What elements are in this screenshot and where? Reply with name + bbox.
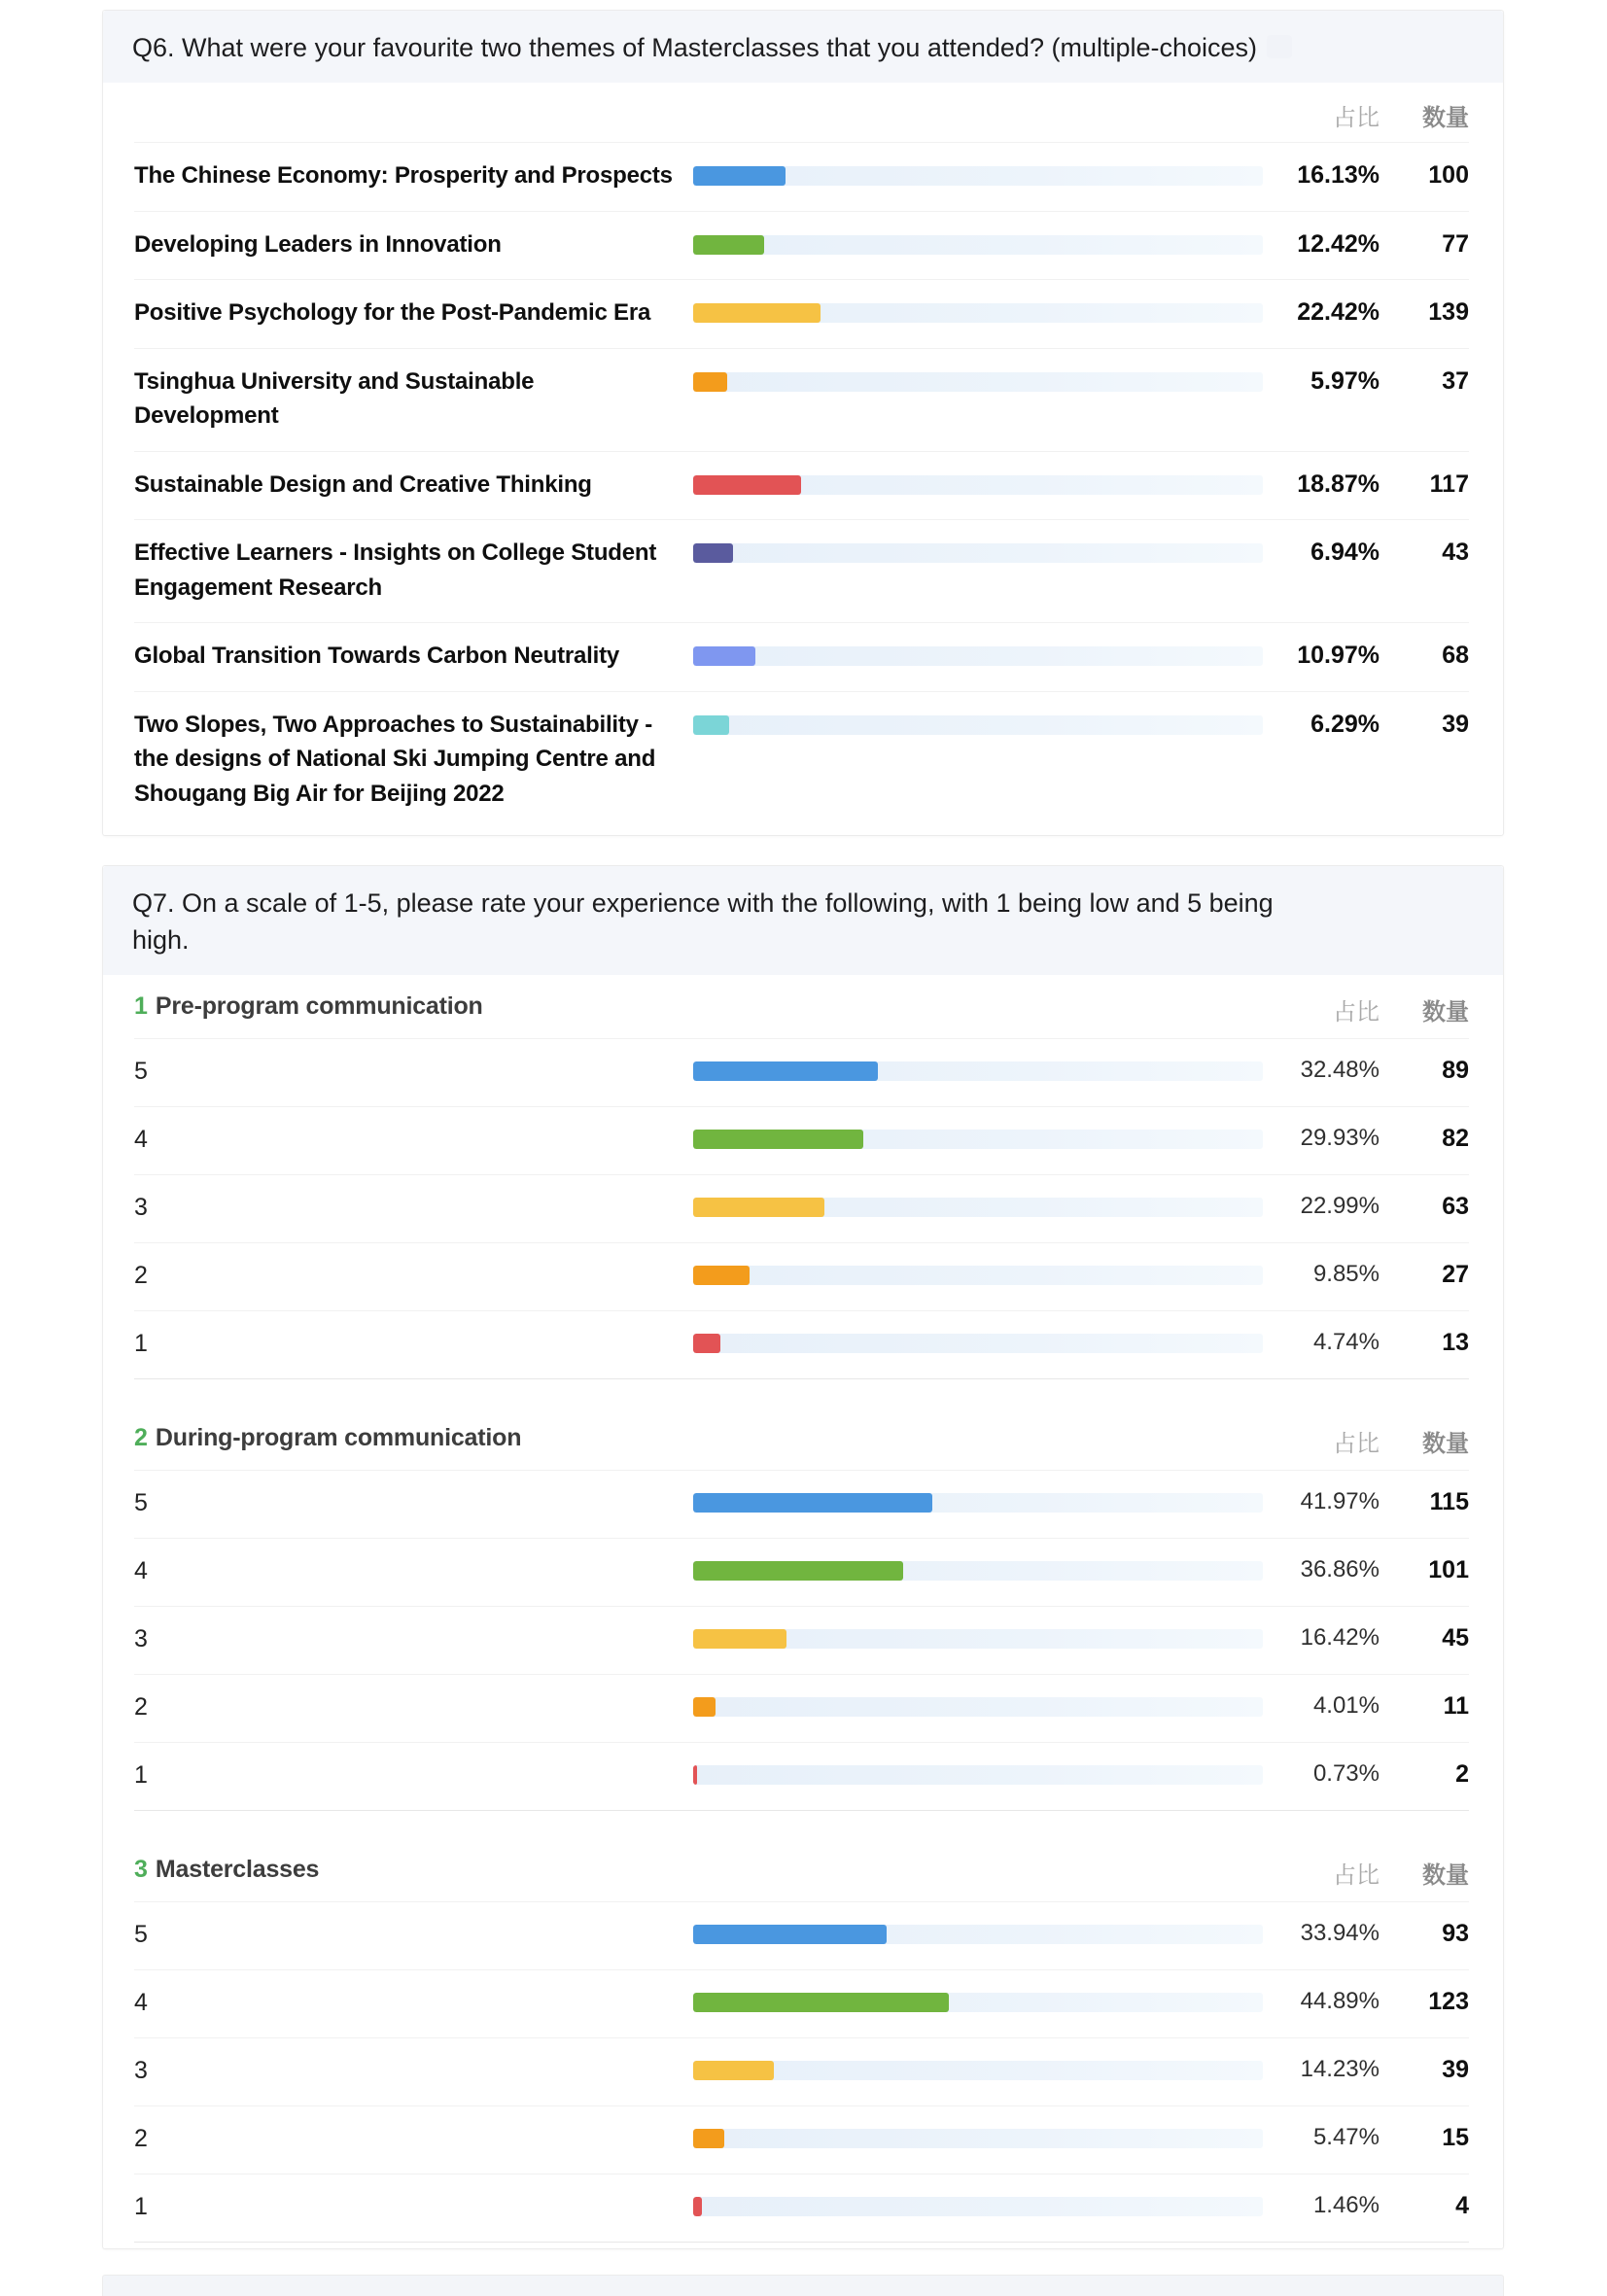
count-column-header: 数量 bbox=[1422, 105, 1469, 132]
count-value: 13 bbox=[1442, 1329, 1469, 1357]
section-number: 3 bbox=[134, 1856, 148, 1884]
count-value: 2 bbox=[1455, 1760, 1469, 1789]
bar-fill bbox=[693, 1629, 786, 1649]
bar-fill bbox=[693, 1198, 824, 1217]
answer-label: 1 bbox=[134, 2193, 148, 2221]
bar-track bbox=[693, 1925, 1263, 1944]
bar-fill bbox=[693, 1993, 949, 2012]
pct-column-header: 占比 bbox=[1333, 999, 1380, 1026]
bar-track bbox=[693, 646, 1263, 666]
bar-track bbox=[693, 1266, 1263, 1285]
bar-track bbox=[693, 475, 1263, 495]
count-value: 93 bbox=[1442, 1920, 1469, 1948]
count-value: 117 bbox=[1429, 470, 1469, 498]
percentage-value: 36.86% bbox=[1300, 1556, 1380, 1583]
answer-label: 3 bbox=[134, 1194, 148, 1222]
answer-row bbox=[134, 691, 1469, 829]
answer-label: The Chinese Economy: Prosperity and Prospects bbox=[134, 162, 673, 190]
percentage-value: 18.87% bbox=[1297, 470, 1380, 498]
bar-fill bbox=[693, 303, 821, 323]
q6-card bbox=[102, 10, 1504, 836]
bar-track bbox=[693, 303, 1263, 323]
bar-fill bbox=[693, 1334, 720, 1353]
rating-section bbox=[134, 1407, 1469, 1811]
count-value: 27 bbox=[1442, 1261, 1469, 1289]
count-value: 4 bbox=[1455, 2192, 1469, 2220]
count-value: 100 bbox=[1428, 161, 1469, 190]
answer-row bbox=[134, 1902, 1469, 1969]
bar-fill bbox=[693, 1765, 697, 1785]
answer-label: 5 bbox=[134, 1058, 148, 1086]
bar-track bbox=[693, 235, 1263, 255]
q7-header bbox=[103, 866, 1503, 976]
bar-track bbox=[693, 1697, 1263, 1717]
answer-label: 4 bbox=[134, 1126, 148, 1154]
answer-label: Effective Learners - Insights on College Student Engagement Research bbox=[134, 539, 657, 601]
percentage-value: 22.99% bbox=[1300, 1193, 1380, 1220]
q6-rows bbox=[134, 143, 1469, 828]
bar-track bbox=[693, 2129, 1263, 2148]
pct-column-header: 占比 bbox=[1333, 1431, 1380, 1458]
answer-label: 4 bbox=[134, 1989, 148, 2017]
bar-track bbox=[693, 1061, 1263, 1081]
section-header bbox=[134, 1407, 1469, 1471]
answer-row bbox=[134, 1742, 1469, 1810]
bar-fill bbox=[693, 2061, 774, 2080]
answer-row bbox=[134, 1674, 1469, 1742]
answer-row bbox=[134, 1310, 1469, 1378]
count-value: 11 bbox=[1443, 1692, 1469, 1721]
count-value: 15 bbox=[1442, 2124, 1469, 2152]
answer-label: 1 bbox=[134, 1761, 148, 1790]
bar-fill bbox=[693, 1493, 932, 1513]
count-column-header: 数量 bbox=[1422, 1431, 1469, 1458]
bar-fill bbox=[693, 372, 727, 392]
percentage-value: 33.94% bbox=[1300, 1920, 1380, 1947]
answer-row bbox=[134, 451, 1469, 520]
count-value: 115 bbox=[1429, 1488, 1469, 1516]
section-title bbox=[134, 1856, 1263, 1884]
bar-track bbox=[693, 166, 1263, 186]
bar-fill bbox=[693, 1561, 903, 1581]
answer-row bbox=[134, 143, 1469, 211]
bar-fill bbox=[693, 715, 729, 735]
bar-fill bbox=[693, 543, 733, 563]
percentage-value: 1.46% bbox=[1312, 2192, 1380, 2219]
answer-row bbox=[134, 2037, 1469, 2105]
bar-track bbox=[693, 543, 1263, 563]
pct-column-header: 占比 bbox=[1333, 105, 1380, 132]
q7-title: Q7. On a scale of 1-5, please rate your experience with the following, with 1 being low and 5 being high. bbox=[132, 887, 1274, 955]
answer-row bbox=[134, 1969, 1469, 2037]
rating-section bbox=[134, 1838, 1469, 2243]
answer-label: 2 bbox=[134, 1262, 148, 1290]
answer-label: 5 bbox=[134, 1489, 148, 1517]
percentage-value: 10.97% bbox=[1297, 642, 1380, 670]
bar-track bbox=[693, 1561, 1263, 1581]
bar-fill bbox=[693, 646, 755, 666]
answer-row bbox=[134, 2174, 1469, 2242]
bar-track bbox=[693, 1334, 1263, 1353]
count-value: 63 bbox=[1442, 1193, 1469, 1221]
percentage-value: 4.01% bbox=[1312, 1692, 1380, 1720]
bar-fill bbox=[693, 2129, 724, 2148]
answer-label: 5 bbox=[134, 1921, 148, 1949]
bar-track bbox=[693, 1629, 1263, 1649]
answer-label: 2 bbox=[134, 2125, 148, 2153]
percentage-value: 4.74% bbox=[1312, 1329, 1380, 1356]
answer-label: 4 bbox=[134, 1557, 148, 1585]
bar-track bbox=[693, 715, 1263, 735]
percentage-value: 5.47% bbox=[1312, 2124, 1380, 2151]
q6-column-headers bbox=[134, 83, 1469, 143]
answer-label: 3 bbox=[134, 2057, 148, 2085]
answer-label: 1 bbox=[134, 1330, 148, 1358]
count-value: 39 bbox=[1442, 710, 1469, 738]
answer-label: 3 bbox=[134, 1625, 148, 1653]
section-name: Masterclasses bbox=[155, 1856, 320, 1884]
section-name: During-program communication bbox=[155, 1424, 522, 1452]
bar-fill bbox=[693, 1061, 878, 1081]
count-value: 101 bbox=[1428, 1556, 1469, 1584]
count-value: 68 bbox=[1442, 642, 1469, 670]
percentage-value: 5.97% bbox=[1310, 366, 1380, 395]
count-value: 123 bbox=[1428, 1988, 1469, 2016]
bar-track bbox=[693, 1198, 1263, 1217]
percentage-value: 29.93% bbox=[1300, 1125, 1380, 1152]
answer-label: Developing Leaders in Innovation bbox=[134, 230, 502, 258]
percentage-value: 41.97% bbox=[1300, 1488, 1380, 1515]
percentage-value: 6.29% bbox=[1310, 710, 1380, 738]
section-rows bbox=[134, 1902, 1469, 2242]
count-value: 39 bbox=[1442, 2056, 1469, 2084]
bar-track bbox=[693, 1765, 1263, 1785]
percentage-value: 22.42% bbox=[1297, 298, 1380, 327]
faded-required-marker bbox=[1267, 35, 1292, 58]
count-value: 82 bbox=[1442, 1125, 1469, 1153]
bar-fill bbox=[693, 2197, 702, 2216]
q6-body bbox=[103, 83, 1503, 834]
section-header bbox=[134, 975, 1469, 1039]
count-value: 37 bbox=[1442, 366, 1469, 395]
answer-label: 2 bbox=[134, 1693, 148, 1722]
answer-row bbox=[134, 2105, 1469, 2174]
section-name: Pre-program communication bbox=[155, 992, 483, 1021]
percentage-value: 0.73% bbox=[1312, 1760, 1380, 1788]
count-value: 43 bbox=[1442, 539, 1469, 567]
bar-fill bbox=[693, 166, 786, 186]
count-column-header: 数量 bbox=[1422, 1862, 1469, 1890]
bar-track bbox=[693, 1130, 1263, 1149]
bar-fill bbox=[693, 475, 801, 495]
percentage-value: 44.89% bbox=[1300, 1988, 1380, 2015]
answer-row bbox=[134, 1538, 1469, 1606]
percentage-value: 6.94% bbox=[1310, 539, 1380, 567]
section-number: 1 bbox=[134, 992, 148, 1021]
section-number: 2 bbox=[134, 1424, 148, 1452]
q6-header bbox=[103, 11, 1503, 83]
answer-row bbox=[134, 622, 1469, 691]
rating-section bbox=[134, 975, 1469, 1379]
count-column-header: 数量 bbox=[1422, 999, 1469, 1026]
q6-title: Q6. What were your favourite two themes of Masterclasses that you attended? (multiple-choices) bbox=[132, 33, 1258, 62]
section-rows bbox=[134, 1471, 1469, 1810]
bar-track bbox=[693, 372, 1263, 392]
percentage-value: 14.23% bbox=[1300, 2056, 1380, 2083]
answer-row bbox=[134, 1606, 1469, 1674]
answer-row bbox=[134, 1242, 1469, 1310]
q7-card bbox=[102, 865, 1504, 2250]
bar-track bbox=[693, 1493, 1263, 1513]
section-header bbox=[134, 1838, 1469, 1902]
answer-label: Global Transition Towards Carbon Neutrality bbox=[134, 643, 620, 670]
bar-fill bbox=[693, 1130, 863, 1149]
answer-row bbox=[134, 348, 1469, 451]
pct-column-header: 占比 bbox=[1333, 1862, 1380, 1890]
answer-row bbox=[134, 279, 1469, 348]
bar-track bbox=[693, 2197, 1263, 2216]
percentage-value: 32.48% bbox=[1300, 1057, 1380, 1084]
answer-row bbox=[134, 519, 1469, 622]
bar-fill bbox=[693, 1925, 887, 1944]
answer-label: Two Slopes, Two Approaches to Sustainability - the designs of National Ski Jumping Centre and Shougang Big Air for Beijing 2022 bbox=[134, 711, 656, 807]
count-value: 77 bbox=[1442, 229, 1469, 258]
answer-label: Positive Psychology for the Post-Pandemic Era bbox=[134, 299, 651, 327]
next-card-top-edge bbox=[102, 2275, 1504, 2296]
count-value: 139 bbox=[1428, 298, 1469, 327]
percentage-value: 16.42% bbox=[1300, 1624, 1380, 1652]
bar-fill bbox=[693, 235, 764, 255]
bar-fill bbox=[693, 1266, 750, 1285]
percentage-value: 12.42% bbox=[1297, 229, 1380, 258]
count-value: 45 bbox=[1442, 1624, 1469, 1652]
section-title bbox=[134, 1424, 1263, 1452]
bar-track bbox=[693, 1993, 1263, 2012]
count-value: 89 bbox=[1442, 1057, 1469, 1085]
answer-row bbox=[134, 211, 1469, 280]
percentage-value: 9.85% bbox=[1312, 1261, 1380, 1288]
q7-body bbox=[103, 975, 1503, 2248]
section-rows bbox=[134, 1039, 1469, 1378]
answer-row bbox=[134, 1471, 1469, 1538]
answer-row bbox=[134, 1039, 1469, 1106]
answer-row bbox=[134, 1174, 1469, 1242]
answer-row bbox=[134, 1106, 1469, 1174]
section-title bbox=[134, 992, 1263, 1021]
answer-label: Tsinghua University and Sustainable Development bbox=[134, 367, 535, 430]
bar-track bbox=[693, 2061, 1263, 2080]
answer-label: Sustainable Design and Creative Thinking bbox=[134, 470, 592, 498]
bar-fill bbox=[693, 1697, 716, 1717]
percentage-value: 16.13% bbox=[1297, 161, 1380, 190]
